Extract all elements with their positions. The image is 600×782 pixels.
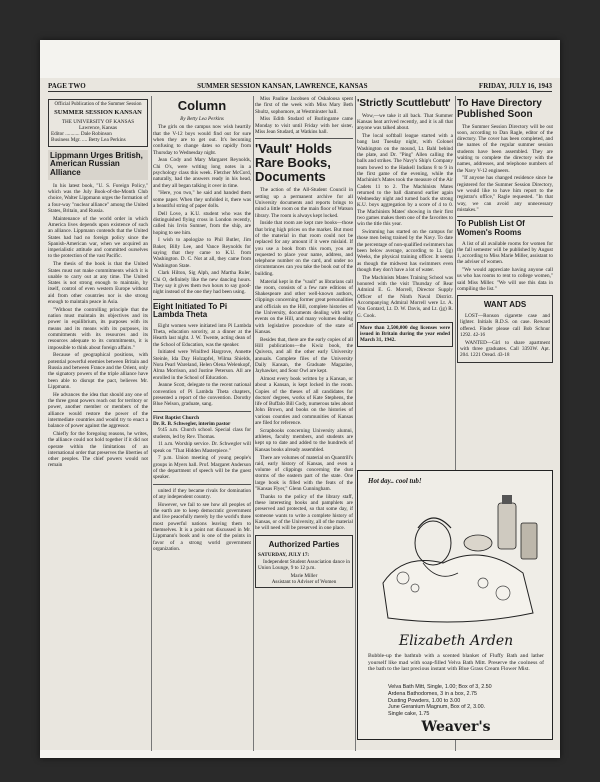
column-3 [255, 96, 353, 751]
headline-directory: To Have Directory Published Soon [457, 98, 542, 120]
paragraph: He advances the idea that should any one of the three great powers reach out for territory or power, another member or members of the alliance would restore the power of the intermediate countries and would try to enact a balance of power against the aggressor. [48, 391, 148, 430]
church-pastor: Dr. R. B. Schwegler, interim pastor [153, 420, 231, 427]
official-note: Official Publication of the Summer Session [54, 102, 142, 107]
paragraph: Scrapbooks concerning University alumni, athletes, faculty members, and students are kept up to date and added to the hundreds of Kansas books already assembled. [255, 427, 353, 453]
divider [153, 484, 251, 485]
party-signer-title: Assistant to Adviser of Women [271, 578, 337, 585]
paragraph: 7 p.m. Union meeting of young people's groups in Myers hall. Prof. Margaret Anderson of the department of speech will be the guest speaker. [153, 455, 251, 481]
column-rule [151, 96, 152, 751]
party-signer: Marie Miller [290, 572, 318, 579]
paragraph: "Without the controlling principle that the nation must maintain its objectives and its power in equilibrium, its purposes with its means and its means with its purposes, its commitments with its resources and its resources adequate to its commitments, it is impossible to think about foreign affairs." [48, 306, 148, 351]
column-rule [253, 96, 254, 751]
divider [153, 299, 251, 300]
party-date: SATURDAY, JULY 17: [258, 552, 310, 559]
ad-brand: Elizabeth Arden [398, 633, 514, 649]
byline: By Betty Lea Perkins [180, 116, 224, 123]
paragraph: Miss Edith Studard of Burlingame came Monday to visit until Friday with her sister, Miss Jean Studard, at Watkins hall. [255, 116, 353, 135]
dog-license-box: More than 2,500,000 dog licenses were issued in Britain during the year ended March 31, 1942. [357, 322, 453, 347]
ad-price-list [388, 684, 538, 718]
paragraph: Eight women were initiated into Pi Lambda Theta, education sorority, at a dinner at the Hearth last night. J. W. Twente, acting dean of the School of Education, was the speaker. [153, 322, 251, 348]
ad-body: Bubble-up the bathtub with a scented blanket of Fluffy Bath and lather yourself like mad with soap-filled Velva Bath Mitt. Preserve the coolness of the bath to the last precious instant with Blue Grass Cream Flower Mist. [368, 653, 544, 673]
price-item: Velva Bath Mitt, Single, 1.00; Box of 3, 2.50 [388, 684, 492, 690]
paragraph: The Machinists Mates Training School was honored with the visit Thursday of Rear Admiral E. G. Morrell, Director Supply Officer of the Ninth Naval District. Accompanying Admiral Morrell were Lt. A. Von Gontard, Lt. D. W. Davis, and Lt. (jg) R. G. Cook. [357, 274, 453, 319]
price-item: Single cake, 1.75 [388, 711, 430, 718]
divider [153, 411, 251, 412]
paragraph: Wow,—we take it all back. That Summer Kansas heat arrived recently, and it is all that anyone was talked about. [357, 112, 453, 132]
paragraph: Almost every book written by a Kansan, or about a Kansan, is kept locked in the room. Copies of the theses of all candidates for doctors' degrees, works of Kate Stephens, the life of Buffalo Bill Cody, numerous tales about John Brown, and books on the histories of various counties and communities of Kansas are filed for reference. [255, 375, 353, 427]
paragraph: A list of all available rooms for women for the fall semester will be published by August 1, according to Miss Marie Miller, assistant to the adviser of women. [457, 240, 553, 266]
paragraph: 11 a.m. Worship service. Dr. Schwegler will speak on "That Hidden Masterpiece." [153, 441, 251, 454]
paragraph: Inside that room are kept rare books—those that bring high prices on the market. But most of the material in that room could not be replaced for any amount if it were mislaid. If you use a book from this room, you are requested to place your name, address, and telephone number on the card, and under no circumstances can you take the book out of the building. [255, 220, 353, 277]
scan-bottom-margin [40, 750, 560, 758]
ad-store-name: Weaver's [421, 719, 491, 735]
paragraph: However, we fail to see how all peoples of the earth are to keep democratic government and live peacefully merely by the world's three most powerful nations leaving them to themselves. It is a point not discussed in Mr. Lippmann's book and is one of the points in favor of a strong world government organization. [153, 501, 251, 552]
newspaper-page [40, 40, 560, 758]
masthead [48, 80, 552, 92]
column-rule [355, 96, 356, 751]
paragraph: Swimming has started on the campus for those men being trained by the Navy. To date the percentage of non-qualified swimmers has been below average, according to Lt. (jg) Weeks, the physical training officer. It seems as though the midwest has swimmers even though they don't have a lot of water. [357, 229, 453, 273]
paragraph: Material kept in the "vault" as librarians call the room, consists of a few rare editions of Shakespeare and other well-known authors, clippings concerning former great personalities and officials on the Hill, complete histories of the University, documents dealing with early events on the Hill, and many volumes dealing with legislative procedure of the state of Kansas. [255, 278, 353, 335]
issue-date: FRIDAY, JULY 16, 1943 [478, 81, 552, 90]
divider [255, 138, 353, 139]
paragraph: I wish to apologize to Phil Butler, Jim Baker, Billy Lee, and Vance Reynolds for saying that they came to K.U. from Washington. D. C. Not at all, they came from Washington State. [153, 237, 251, 269]
paragraph: "If anyone has changed residence since he registered for the Summer Session Directory, we would like to have him report to the registrar's office," Ragle requested. "In that way, we can avoid any unnecessary mistakes." [457, 175, 553, 213]
headline-parties: Authorized Parties [268, 539, 340, 549]
paragraph: Because of geographical positions, with potential powerful enemies between Britain and Russia and between France and the Orient, only the signatory powers of the triple alliance have been able to disrupt the pact, believes Mr. Lippmann. [48, 352, 148, 390]
paragraph: The thesis of the book is that the United States must not make commitments which it is unable to carry out at any time. The United States is not strong enough to maintain, by itself, control of even western Europe without aid from other countries nor is she strong enough to maintain peace in Asia. [48, 261, 148, 305]
staff-box [48, 99, 148, 147]
paragraph: The girls on the campus now wish heartily that the V-12 boys would find out for sure when they are to get out. It's becoming confusing to change dates so rapidly from Thursday to Wednesday night. [153, 124, 251, 156]
editor-line: Editor ........... Dale Robinson [51, 131, 112, 138]
scan-top-margin [40, 40, 560, 78]
want-ad: LOST—Ronson cigarette case and lighter. Initials R.D.S. on case. Reward offered. Finder please call Bob Schnur 1292. 42-16 [460, 313, 550, 338]
column-5 [457, 96, 553, 466]
paragraph: Jeanne Scott, delegate to the recent national convention of Pi Lambda Theta chapters, presented a report of the convention. Dorothy Blue Nelson, graduate, sang. [153, 382, 251, 408]
city-name: Lawrence, Kansas [78, 124, 118, 131]
paragraph: united if they became rivals for domination of any independent country. [153, 487, 251, 500]
article-lippmann [48, 183, 148, 469]
paragraph: "We would appreciate having anyone call us who has rooms to rent to college women," said Miss Miller. "We will use this data in compiling the list." [457, 267, 553, 293]
business-line: Business Mgr. .... Betty Lea Perkins [51, 137, 126, 144]
paragraph: 9:45 a.m. Church school. Special class for students, led by Rev. Thomas. [153, 427, 251, 440]
paragraph: Initiated were Winifred Hargrove, Annette Steinle, Ida Day Holzapfel, Wilma Shields, Nora Pearl Wareland, Helen Olena Welenkopf, Alma Morrison, and Justine Peterson. All are enrolled in the School of Education. [153, 349, 251, 381]
price-item: June Geranium Magnum, Box of 2, 3.00. [388, 704, 486, 711]
want-ad: WANTED—Girl to share apartment with three graduates. Call 3393W. Apt. 204. 1221 Oread. 43-18 [460, 339, 550, 359]
church-heading: First Baptist Church [153, 414, 200, 421]
divider [457, 216, 553, 217]
page-label: PAGE TWO [48, 81, 86, 90]
price-item: Dusting Powders, 1.00 to 3.00 [388, 697, 461, 704]
paragraph: The action of the All-Student Council in setting up a permanent archive for all University documents and reports brings to mind a little room on the main floor of Watson library. The room is always kept locked. [255, 187, 353, 219]
elizabeth-arden-ad [357, 470, 553, 740]
want-ads-heading: WANT ADS [483, 300, 527, 310]
want-ads-box [457, 295, 553, 363]
university-name: THE UNIVERSITY OF KANSAS [61, 118, 135, 125]
column-1 [48, 96, 148, 751]
paragraph: In his latest book, "U. S. Foreign Policy," which was the July Book-of-the-Month Club choice, Walter Lippmann urges the formation of a four-way "nuclear alliance" among the United States, Britain, and Russia. [48, 182, 148, 214]
paragraph: The Summer Session Directory will be out soon, according to Dan Ragle, editor of the directory. The cover has been completed, and the names of the regular summer session students have been assembled. They are waiting to complete the directory with the names, addresses, and telephone numbers of the Navy V-12 engineers. [457, 123, 553, 174]
headline-vault: 'Vault' Holds Rare Books, Documents [255, 141, 332, 185]
paragraph: "Here, you two," he said and handed them some paper. When they unfolded it, there was a beautiful string of paper dolls. [153, 190, 251, 209]
headline-scuttlebutt: 'Strictly Scuttlebutt' [357, 98, 451, 109]
headline-column: Column [177, 98, 227, 113]
paragraph: Besides that, there are the early copies of all Hill publications—the Kwiz book, the Quivera, and all the other early University annuals. Complete files of the University Daily Kansan, the Graduate Magazine, Jayhawker, and Sour Owl are kept. [255, 336, 353, 375]
paragraph: Clark Hilton, Sig Alph, and Martha Ruler, Chi O, definitely like the new dancing hours. They say it gives them two hours to say good-night instead of the one they had been using. [153, 270, 251, 296]
paragraph: Jean Cody and Mary Margaret Reynolds, Chi O's, were writing long notes in a psychology class this week. Fletcher McCord, naturally, had the answers ready in his head, and they all began talking it over in time. [153, 157, 251, 189]
parties-box [255, 535, 353, 589]
paragraph: Dell Love, a K.U. student who was the distinguished flying cross in London recently, called his Irvin Sumner, from the ship, are hoping to see him. [153, 210, 251, 236]
ad-tagline: Hot day.. cool tub! [368, 477, 422, 485]
party-event: Independent Student Association dance in Union Lounge, 9 to 12 p.m. [258, 558, 351, 571]
paragraph: Thanks to the policy of the library staff, these interesting books and pamphlets are preserved and protected, so that some day, if someone wants to write a complete history of Kansas, or of the University, all of the material he will need will be preserved in one place. [255, 493, 353, 532]
headline-pi-lambda: Eight Initiated To Pi Lambda Theta [153, 301, 228, 320]
headline-womens-rooms: To Publish List Of Women's Rooms [457, 219, 525, 237]
paragraph: The local softball league started with a bang last Tuesday night, with Colonel Washington on the mound, Lt. Bahl behind the plate, and Dr. "Ping" Allen calling the balls and strikes. The Navy's Ship's Company team bowed to the Haskell Indians 8 to 9 in the first game of the evening, while the Machinist's Mates took the measure of the Air Cadets 11 to 2. The Machinists Mates returned to the ball diamond earlier again Wednesday night and turned back the strong K.U. boys aggregation by a score of 4 to 0. The Machinists Mates' showing in their first two games makes them one of the favorites to win the title this year. [357, 133, 453, 228]
paragraph: There are volumes of material on Quantrill's raid, early history of Kansas, and even a volume of clippings concerning the dust storms of the eastern part of the state. One large book is filled with the feats of the "Kansas Flyer," Glenn Cunningham. [255, 454, 353, 493]
bathtub-illustration-icon [363, 483, 549, 633]
headline-lippmann: Lippmann Urges British, American Russian Alliance [48, 150, 148, 180]
paper-title: SUMMER SESSION KANSAN, LAWRENCE, KANSAS [197, 81, 368, 90]
column-2 [153, 96, 251, 751]
paragraph: Chiefly for the foregoing reasons, he writes, the alliance could not hold together if it did not operate within the limitations of an international order that preserves the liberties of other peoples. The chief powers would not remain [48, 430, 148, 469]
column-4 [357, 96, 453, 466]
price-item: Ardena Bathodomes, 3 in a box, 2.75 [388, 690, 478, 697]
paper-name: SUMMER SESSION KANSAN [54, 109, 142, 117]
paragraph: Maintenance of the world order in which America lives depends upon existence of such an alliance. Lippmann contends that the United States had had no foreign policy since the Spanish-American war, when we acquired an imperialistic attitude and committed ourselves to the protection of the vast Pacific. [48, 215, 148, 260]
paragraph: Miss Pauline Jacobsen of Oskaloosa spent the first of the week with Miss Mary Beth Shultz, sophomore, at Westminster hall. [255, 96, 353, 115]
